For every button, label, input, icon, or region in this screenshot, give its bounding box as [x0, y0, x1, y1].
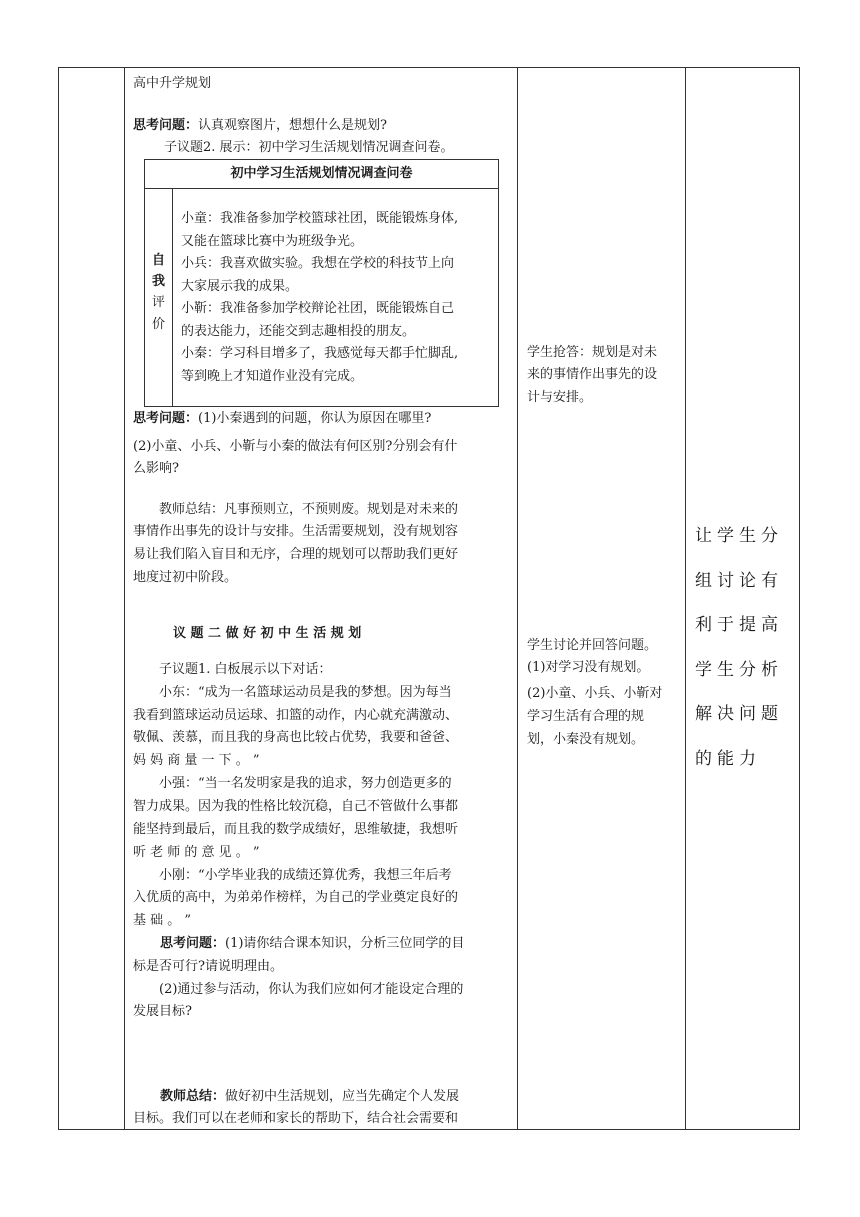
survey-line: 小靳：我准备参加学校辩论社团，既能锻炼自己	[181, 301, 455, 316]
survey-body	[181, 208, 499, 388]
survey-line: 小童：我准备参加学校篮球社团，既能锻炼身体,	[181, 211, 459, 226]
topic-2-heading: 议 题 二 做 好 初 中 生 活 规 划	[173, 626, 362, 641]
survey-line: 等到晚上才知道作业没有完成。	[181, 368, 364, 384]
think-question-3-line: 标是否可行?请说明理由。	[133, 959, 283, 974]
think-question-2: 思考问题：(1)小秦遇到的问题，你认为原因在哪里?	[133, 411, 432, 426]
dialogue-line: 我看到篮球运动员运球、扣篮的动作，内心就充满激动、	[133, 708, 459, 723]
side-char: 自	[152, 253, 166, 268]
teacher-summary-1: 教师总结：凡事预则立，不预则废。规划是对未来的	[133, 502, 459, 517]
design-intent-line: 学生分析	[695, 659, 783, 680]
teacher-summary-1: 事情作出事先的设计与安排。生活需要规划，没有规划容	[133, 524, 459, 539]
column-divider	[685, 67, 686, 1130]
student-answer-2: 学生讨论并回答问题。	[527, 638, 658, 653]
teacher-summary-2: 教师总结：做好初中生活规划，应当先确定个人发展	[160, 1089, 460, 1104]
teacher-summary-2-line: 目标。我们可以在老师和家长的帮助下，结合社会需要和	[133, 1111, 459, 1126]
dialogue-line: 妈 妈 商 量 一 下 。 ”	[133, 753, 260, 768]
dialogue-line: 听 老 师 的 意 见 。 ”	[133, 845, 260, 860]
student-answer-2: (2)小童、小兵、小靳对	[527, 686, 663, 701]
survey-side-label	[145, 189, 173, 406]
dialogue-line: 基 础 。 ”	[133, 913, 192, 928]
student-answer-1: 计与安排。	[527, 390, 593, 405]
teacher-summary-1: 易让我们陷入盲目和无序，合理的规划可以帮助我们更好	[133, 547, 459, 562]
student-answer-2: 划，小秦没有规划。	[527, 732, 645, 747]
dialogue-line: 智力成果。因为我的性格比较沉稳，自己不管做什么事都	[133, 799, 459, 814]
survey-line: 的表达能力，还能交到志趣相投的朋友。	[181, 323, 416, 339]
sub-topic-1: 子议题1. 白板展示以下对话：	[133, 662, 332, 677]
think-question-1: 思考问题：认真观察图片，想想什么是规划?	[133, 118, 387, 133]
dialogue-line: 小刚：“小学毕业我的成绩还算优秀，我想三年后考	[133, 868, 452, 883]
column-divider	[124, 67, 125, 1130]
side-char: 评	[152, 295, 166, 310]
side-char: 价	[152, 317, 166, 332]
think-question-3-line: 发展目标?	[133, 1004, 192, 1019]
think-question-3: 思考问题：(1)请你结合课本知识，分析三位同学的目	[160, 936, 465, 951]
survey-line: 小秦：学习科目增多了，我感觉每天都手忙脚乱,	[181, 346, 459, 361]
design-intent-line: 组讨论有	[695, 570, 783, 591]
teacher-summary-1: 地度过初中阶段。	[133, 570, 238, 585]
design-intent-line: 的能力	[695, 748, 761, 769]
student-answer-1: 学生抢答：规划是对未	[527, 345, 658, 360]
design-intent-line: 让学生分	[695, 526, 783, 546]
survey-table	[144, 159, 499, 407]
survey-line: 大家展示我的成果。	[181, 278, 299, 294]
student-answer-2: 学习生活有合理的规	[527, 709, 645, 724]
think-question-2-line: 么影响?	[133, 461, 179, 476]
dialogue-line: 小强：“当一名发明家是我的追求，努力创造更多的	[133, 776, 452, 791]
think-question-3-line: (2)通过参与活动，你认为我们应如何才能设定合理的	[133, 982, 464, 997]
survey-line: 又能在篮球比赛中为班级争光。	[181, 233, 364, 249]
design-intent-line: 解决问题	[695, 704, 783, 724]
student-answer-2: (1)对学习没有规划。	[527, 660, 650, 675]
sub-topic-2: 子议题2. 展示：初中学习生活规划情况调查问卷。	[164, 140, 454, 155]
dialogue-line: 敬佩、羡慕，而且我的身高也比较占优势，我要和爸爸、	[133, 730, 459, 745]
survey-title: 初中学习生活规划情况调查问卷	[145, 160, 498, 189]
plan-line: 高中升学规划	[133, 76, 212, 91]
column-divider	[517, 67, 518, 1130]
dialogue-line: 小东：“成为一名篮球运动员是我的梦想。因为每当	[133, 685, 452, 700]
survey-line: 小兵：我喜欢做实验。我想在学校的科技节上向	[181, 256, 455, 271]
think-question-2-line: (2)小童、小兵、小靳与小秦的做法有何区别?分别会有什	[133, 439, 458, 454]
design-intent	[695, 514, 797, 781]
dialogue-line: 能坚持到最后，而且我的数学成绩好，思维敏捷，我想听	[133, 822, 459, 837]
dialogue-line: 入优质的高中，为弟弟作榜样，为自己的学业奠定良好的	[133, 890, 459, 905]
design-intent-line: 利于提高	[695, 615, 783, 635]
side-char: 我	[152, 274, 166, 289]
student-answer-1: 来的事情作出事先的设	[527, 367, 658, 382]
